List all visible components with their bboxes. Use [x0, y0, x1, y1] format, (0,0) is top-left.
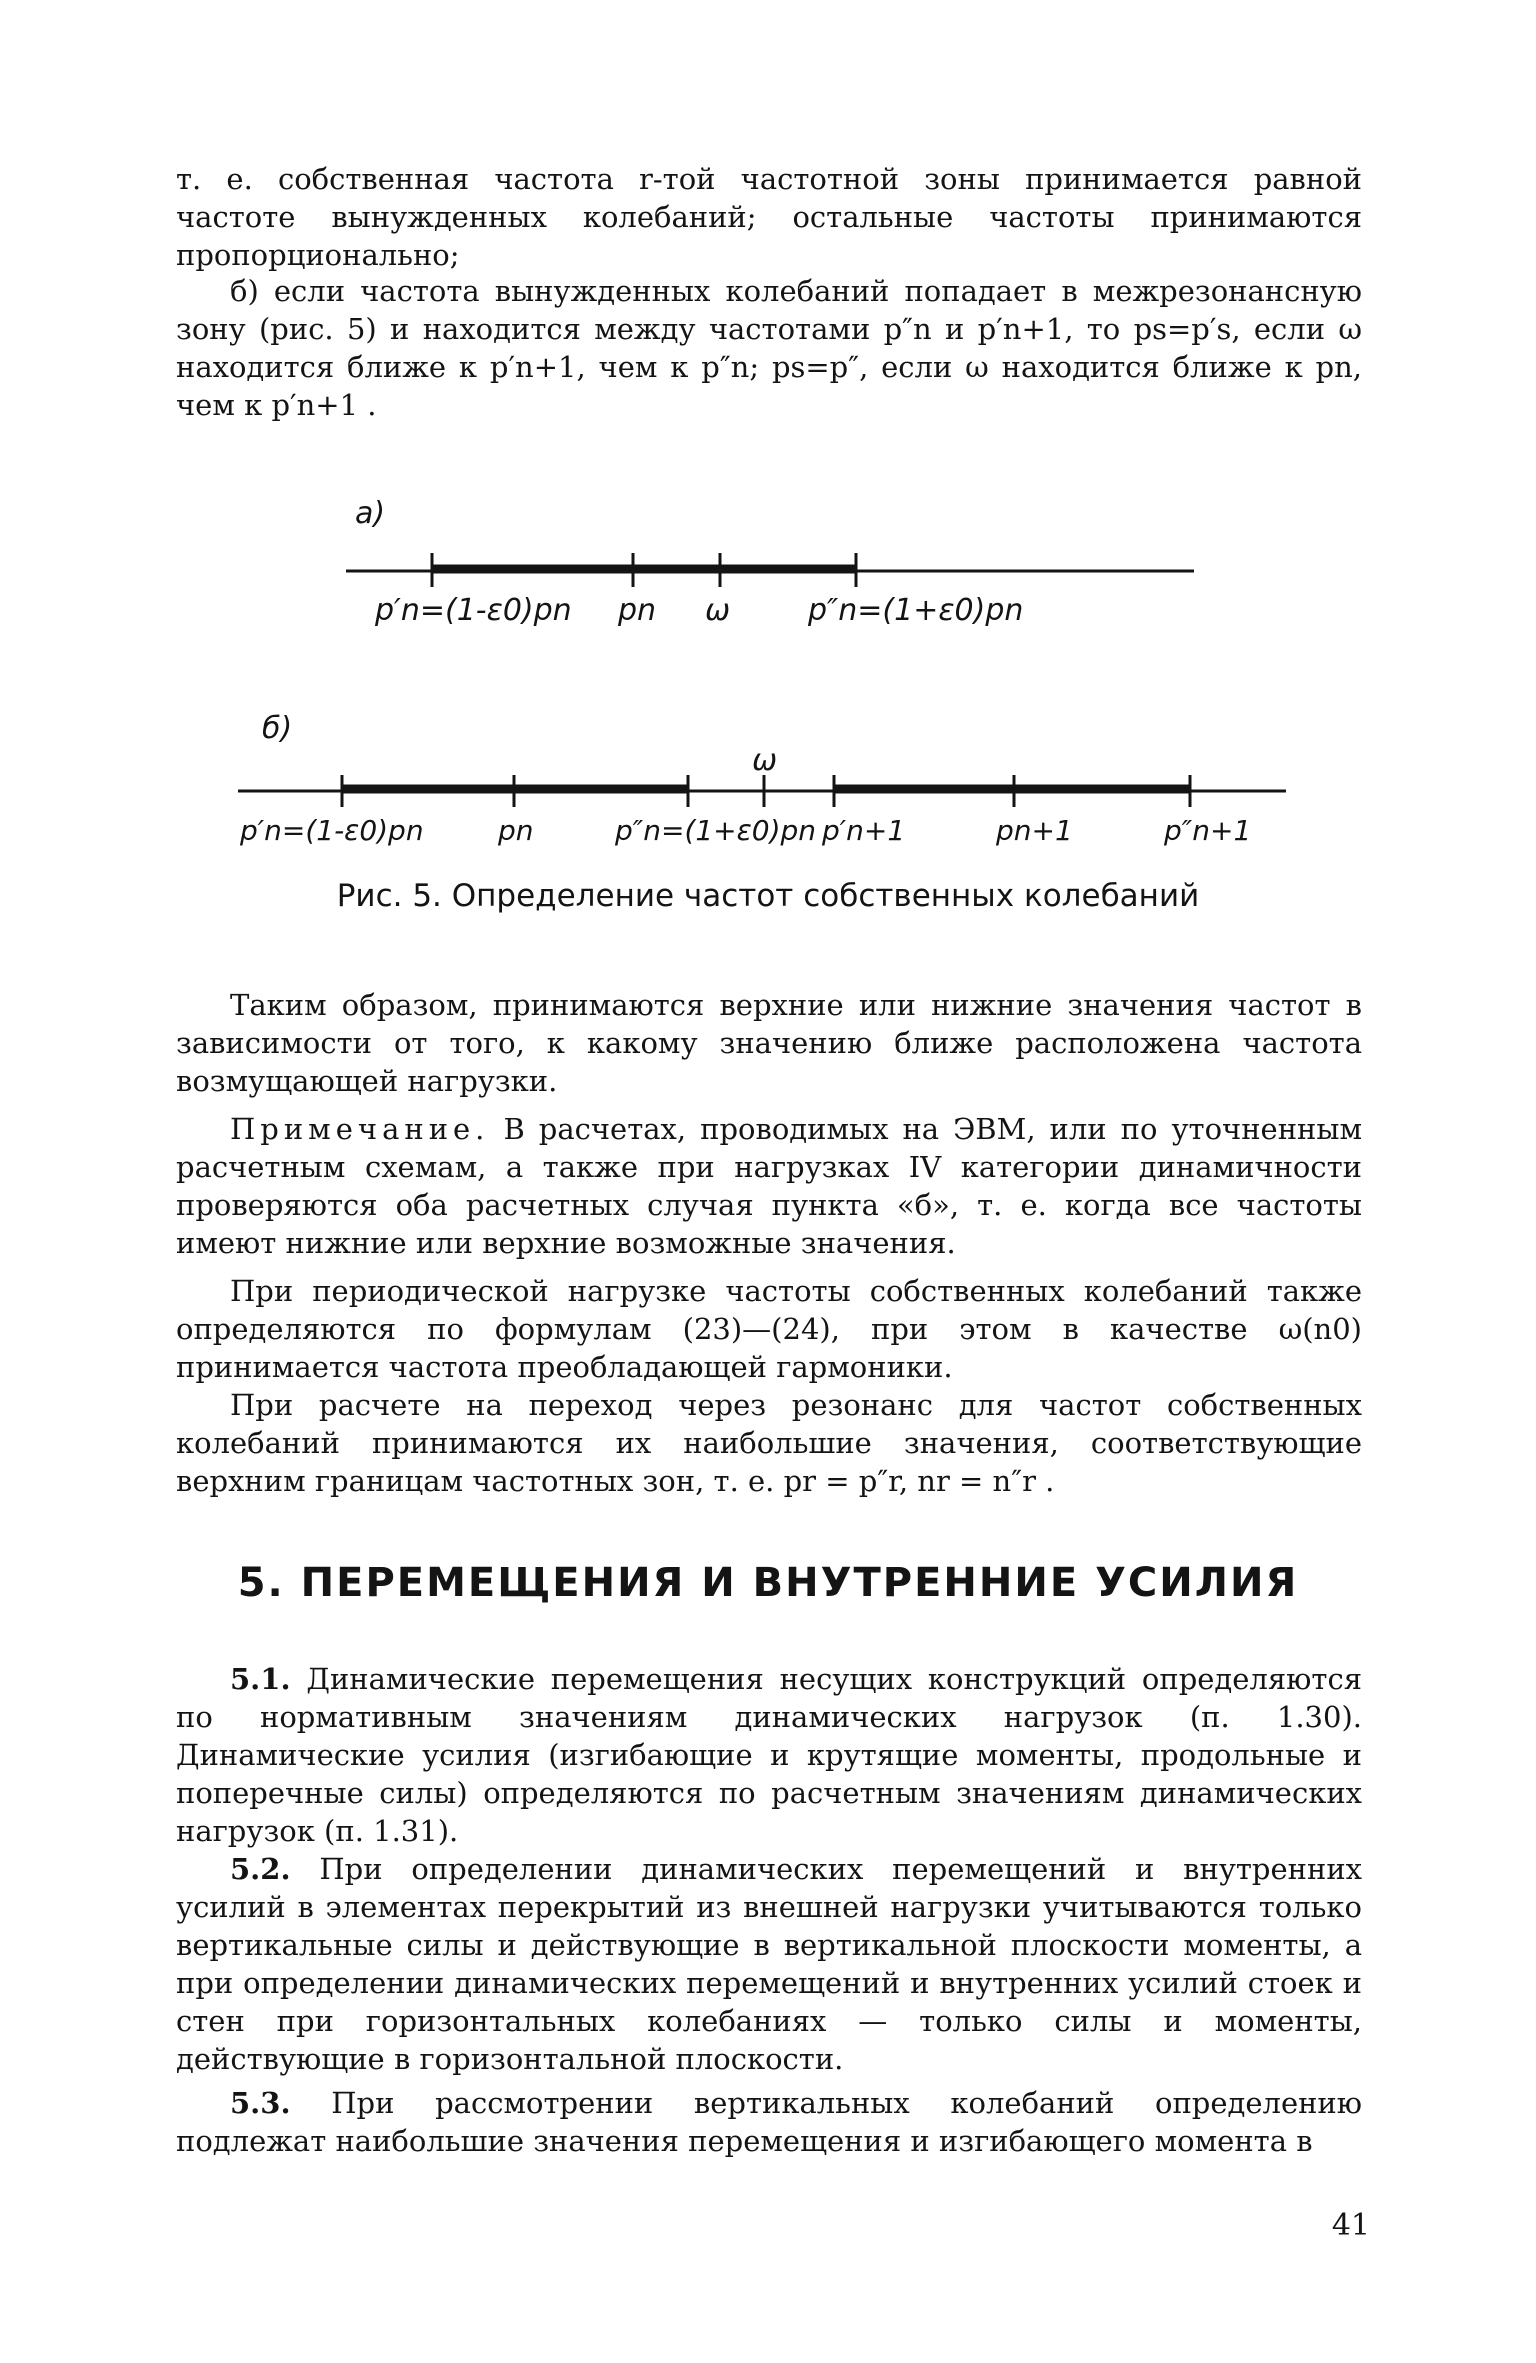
note-label: Примечание.	[230, 1112, 490, 1146]
label-a-pn-upper: p″n=(1+ε0)pn	[808, 593, 1024, 628]
label-b-pn-lower: p′n=(1-ε0)pn	[240, 814, 424, 847]
paragraph-note	[176, 1110, 1362, 1262]
label-b-omega: ω	[752, 743, 778, 778]
paragraph-periodic-load: При периодической нагрузке частоты собственных колебаний также определяются по формулам (23)—(24), при этом в качестве ω(n0) принимается частота преобладающей гармоники.	[176, 1274, 1362, 1384]
label-b-pn1: pn+1	[996, 814, 1073, 847]
item-5-2-number: 5.2.	[230, 1852, 291, 1886]
figure-label-a: а)	[355, 496, 386, 531]
item-5-2-text: При определении динамических перемещений и внутренних усилий в элементах перекрытий из внешней нагрузки учитываются только вертикальные силы и действующие в вертикальной плоскости моменты, а при определении динамических перемещений и внутренних усилий стоек и стен при горизонтальных колебаниях — только силы и моменты, действующие в горизонтальной плоскости.	[176, 1852, 1362, 2076]
figure-frequency-zones	[0, 480, 1536, 870]
paragraph-resonance: При расчете на переход через резонанс для частот собственных колебаний принимаются их наибольшие значения, соответствующие верхним границам частотных зон, т. е. pr = p″r, nr = n″r .	[176, 1388, 1362, 1498]
label-b-pn1-upper: p″n+1	[1164, 814, 1252, 847]
item-5-1-number: 5.1.	[230, 1662, 291, 1696]
item-5-1	[176, 1660, 1362, 1850]
label-b-pn: pn	[498, 814, 534, 847]
item-5-3-text: При рассмотрении вертикальных колебаний определению подлежат наибольшие значения перемещения и изгибающего момента в	[176, 2086, 1363, 2158]
item-5-2	[176, 1850, 1362, 2078]
label-a-pn-lower: p′n=(1-ε0)pn	[375, 593, 572, 628]
paragraph-freq-zone: т. е. собственная частота r-той частотной зоны принимается равной частоте вынужденных колебаний; остальные частоты принимаются пропорционально;	[176, 162, 1362, 272]
label-b-pn-upper: p″n=(1+ε0)pn	[615, 814, 817, 847]
label-a-pn: pn	[618, 593, 657, 628]
figure-caption: Рис. 5. Определение частот собственных колебаний	[336, 878, 1200, 914]
label-b-pn1-lower: p′n+1	[822, 814, 906, 847]
figure-label-b: б)	[262, 711, 293, 746]
section-heading: 5. ПЕРЕМЕЩЕНИЯ И ВНУТРЕННИЕ УСИЛИЯ	[237, 1560, 1299, 1606]
item-5-1-text: Динамические перемещения несущих конструкций определяются по нормативным значениям динамических нагрузок (п. 1.30). Динамические усилия (изгибающие и крутящие моменты, продольные и поперечные силы) определяются по расчетным значениям динамических нагрузок (п. 1.31).	[176, 1662, 1362, 1848]
item-5-3-number: 5.3.	[230, 2086, 291, 2120]
page-number: 41	[1331, 2208, 1370, 2243]
paragraph-summary: Таким образом, принимаются верхние или нижние значения частот в зависимости от того, к какому значению ближе расположена частота возмущающей нагрузки.	[176, 988, 1362, 1098]
item-5-3	[176, 2084, 1362, 2160]
paragraph-case-b: б) если частота вынужденных колебаний попадает в межрезонансную зону (рис. 5) и находится между частотами p″n и p′n+1, то ps=p′s, если ω находится ближе к p′n+1, чем к p″n; ps=p″, если ω находится ближе к pn, чем к p′n+1 .	[176, 274, 1362, 422]
label-a-omega: ω	[705, 593, 731, 628]
note-text: В расчетах, проводимых на ЭВМ, или по уточненным расчетным схемам, а также при нагрузках IV категории динамичности проверяются оба расчетных случая пункта «б», т. е. когда все частоты имеют нижние или верхние возможные значения.	[176, 1112, 1362, 1260]
